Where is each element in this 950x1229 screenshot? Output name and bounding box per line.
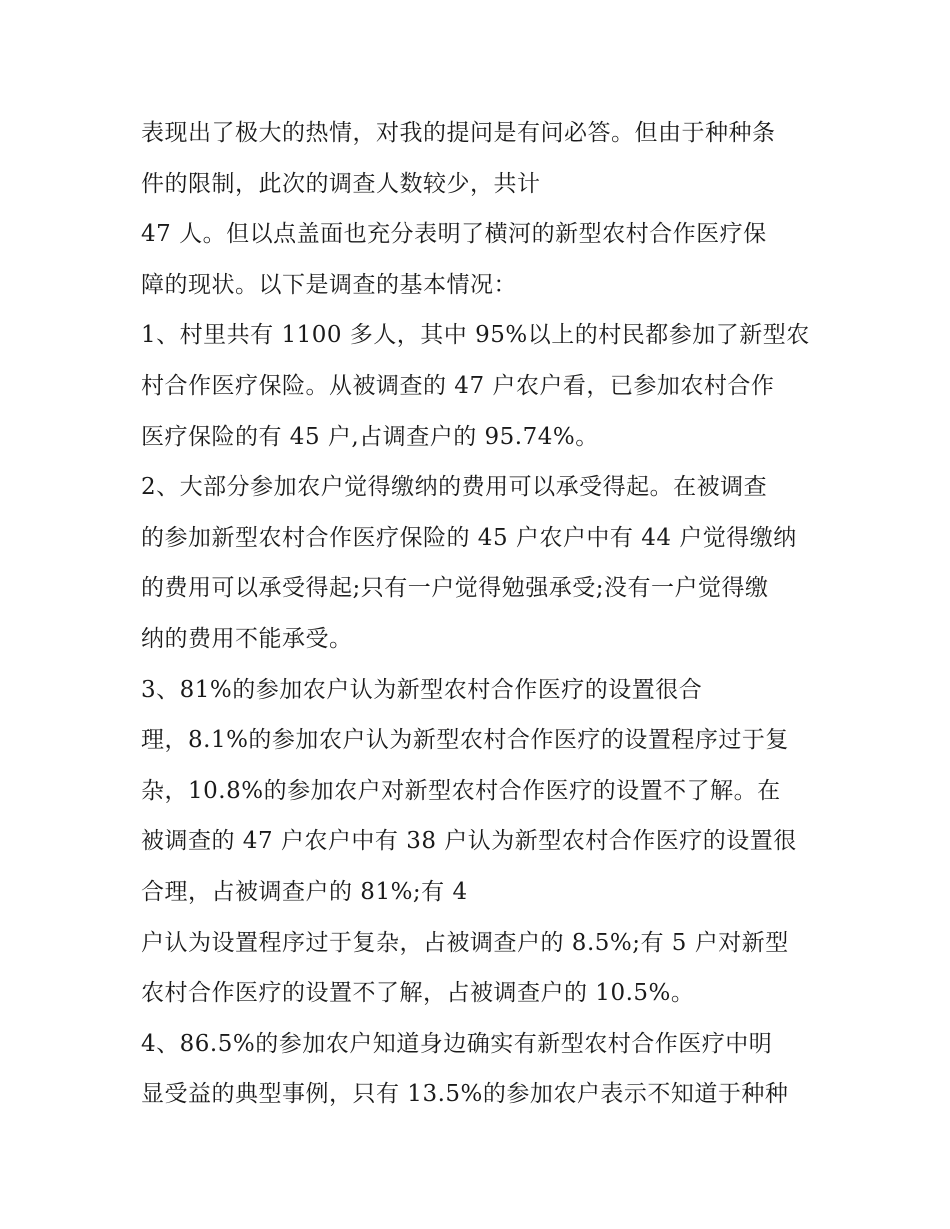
text-line: 的参加新型农村合作医疗保险的 45 户农户中有 44 户觉得缴纳: [141, 524, 797, 551]
text-line: 2、大部分参加农户觉得缴纳的费用可以承受得起。在被调查: [141, 474, 768, 501]
text-line: 杂，10.8%的参加农户对新型农村合作医疗的设置不了解。在: [141, 777, 781, 804]
text-line: 表现出了极大的热情，对我的提问是有问必答。但由于种种条: [141, 120, 776, 146]
text-line: 3、81%的参加农户认为新型农村合作医疗的设置很合: [141, 676, 703, 703]
text-line: 47 人。但以点盖面也充分表明了横河的新型农村合作医疗保: [141, 221, 767, 248]
text-line: 医疗保险的有 45 户,占调查户的 95.74%。: [141, 423, 599, 450]
text-line: 农村合作医疗的设置不了解，占被调查户的 10.5%。: [141, 980, 695, 1007]
text-line: 被调查的 47 户农户中有 38 户认为新型农村合作医疗的设置很: [141, 828, 797, 855]
text-line: 户认为设置程序过于复杂，占被调查户的 8.5%;有 5 户对新型: [141, 929, 789, 956]
text-line: 纳的费用不能承受。: [141, 625, 353, 652]
text-line: 合理，占被调查户的 81%;有 4: [141, 878, 468, 905]
text-line: 件的限制，此次的调查人数较少，共计: [141, 170, 541, 197]
text-line: 村合作医疗保险。从被调查的 47 户农户看，已参加农村合作: [141, 372, 775, 399]
text-line: 障的现状。以下是调查的基本情况：: [141, 271, 517, 298]
text-line: 理，8.1%的参加农户认为新型农村合作医疗的设置程序过于复: [141, 727, 789, 754]
text-line: 1、村里共有 1100 多人，其中 95%以上的村民都参加了新型农: [141, 322, 810, 349]
text-line: 显受益的典型事例，只有 13.5%的参加农户表示不知道于种种: [141, 1081, 789, 1108]
text-line: 的费用可以承受得起;只有一户觉得勉强承受;没有一户觉得缴: [141, 575, 769, 602]
text-line: 4、86.5%的参加农户知道身边确实有新型农村合作医疗中明: [141, 1030, 773, 1057]
document-body: [141, 108, 821, 1120]
